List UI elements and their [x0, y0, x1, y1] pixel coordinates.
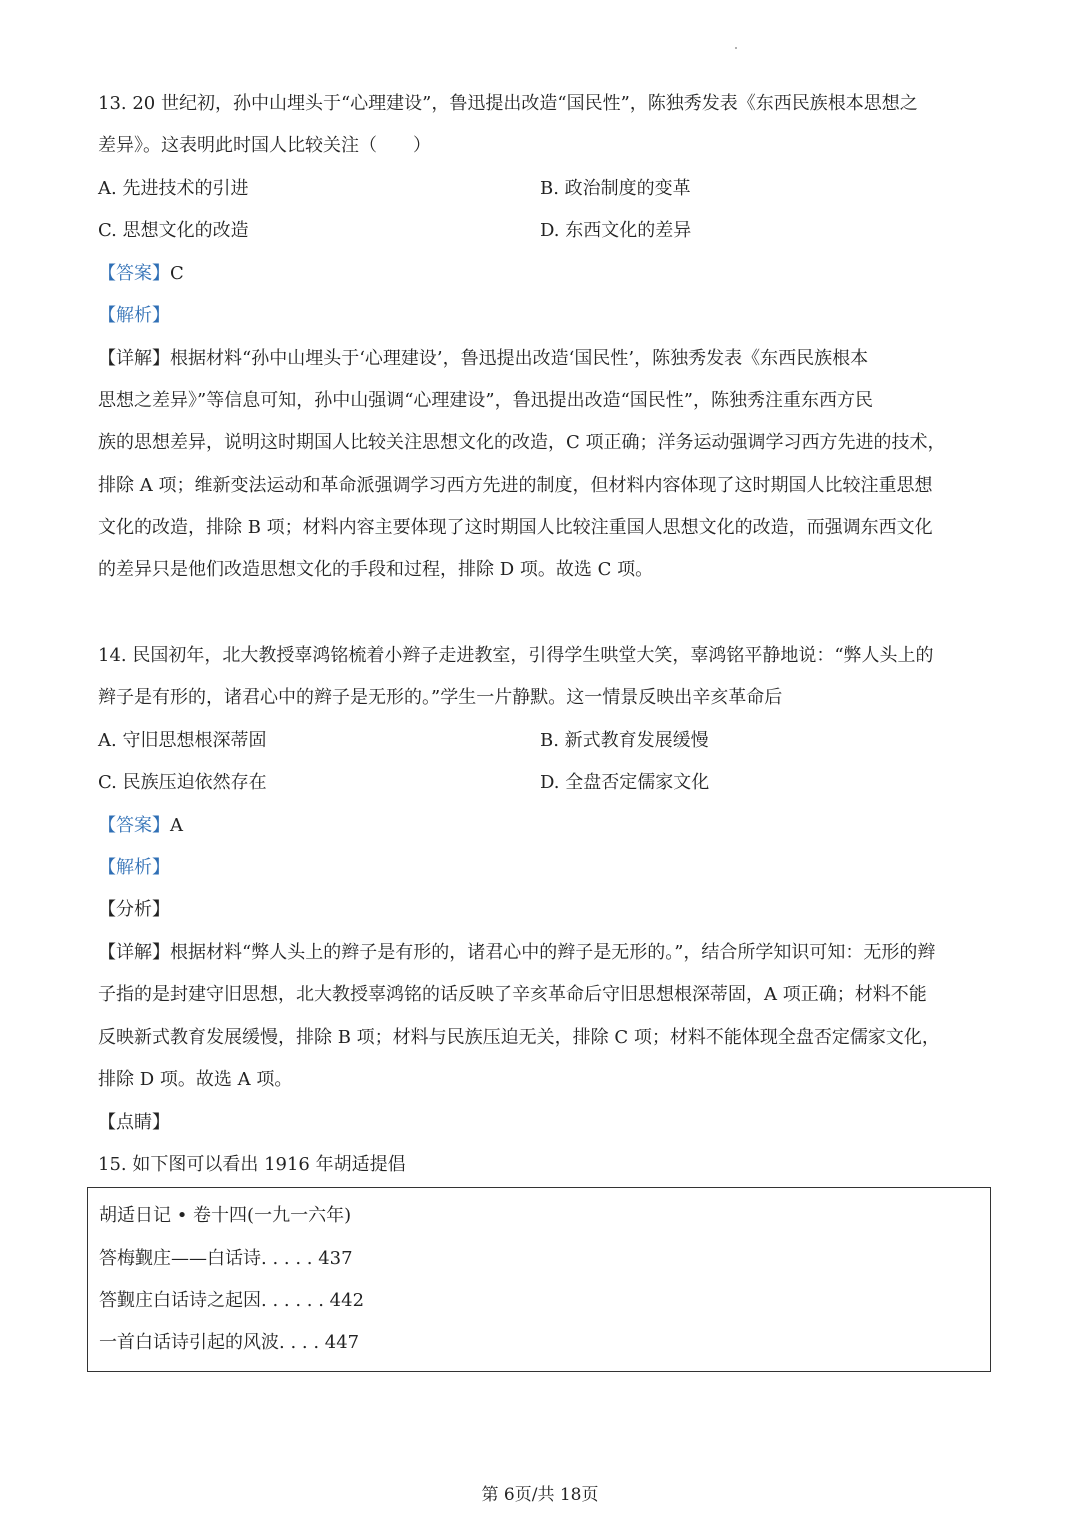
answer-label: 【答案】	[98, 815, 170, 836]
question-15-stem: 15. 如下图可以看出 1916 年胡适提倡	[98, 1154, 406, 1175]
question-14-analysis-label: 【解析】	[98, 857, 170, 878]
question-13-option-c: C. 思想文化的改造	[98, 220, 249, 241]
answer-value: C	[170, 263, 184, 284]
question-13-detail-line-6: 的差异只是他们改造思想文化的手段和过程，排除 D 项。故选 C 项。	[98, 559, 654, 580]
question-13-detail-line-4: 排除 A 项；维新变法运动和革命派强调学习西方先进的制度，但材料内容体现了这时期国人比较注重思想	[98, 475, 933, 496]
question-14-detail-line-3: 反映新式教育发展缓慢，排除 B 项；材料与民族压迫无关，排除 C 项；材料不能体现全盘否定儒家文化，	[98, 1027, 940, 1048]
question-13-detail-line-5: 文化的改造，排除 B 项；材料内容主要体现了这时期国人比较注重国人思想文化的改造，而强调东西文化	[98, 517, 933, 538]
question-13-option-b: B. 政治制度的变革	[540, 178, 691, 199]
detail-text: 根据材料“孙中山埋头于‘心理建设’，鲁迅提出改造‘国民性’，陈独秀发表《东西民族根本	[170, 348, 869, 369]
question-13-option-a: A. 先进技术的引进	[98, 178, 249, 199]
question-13-answer	[98, 262, 184, 286]
question-14-stem-line-2: 辫子是有形的，诸君心中的辫子是无形的。”学生一片静默。这一情景反映出辛亥革命后	[98, 687, 783, 708]
question-14-stem-line-1: 14. 民国初年，北大教授辜鸿铭梳着小辫子走进教室，引得学生哄堂大笑，辜鸿铭平静地说：“弊人头上的	[98, 645, 934, 666]
question-13-stem-line-1: 13. 20 世纪初，孙中山埋头于“心理建设”，鲁迅提出改造“国民性”，陈独秀发表《东西民族根本思想之	[98, 93, 918, 114]
question-13-detail-line-2: 思想之差异》”等信息可知，孙中山强调“心理建设”，鲁迅提出改造“国民性”，陈独秀注重东西方民	[98, 390, 874, 411]
question-14-answer	[98, 814, 183, 838]
question-14-option-b: B. 新式教育发展缓慢	[540, 730, 709, 751]
question-14-detail-line-4: 排除 D 项。故选 A 项。	[98, 1069, 293, 1090]
question-13-option-d: D. 东西文化的差异	[540, 220, 692, 241]
page-number-footer: 第 6页/共 18页	[481, 1485, 599, 1505]
diary-box-line-1: 胡适日记 • 卷十四(一九一六年)	[99, 1205, 352, 1226]
question-14-fenxi-label: 【分析】	[98, 899, 170, 920]
answer-label: 【答案】	[98, 263, 170, 284]
question-14-option-a: A. 守旧思想根深蒂固	[98, 730, 267, 751]
question-13-detail-line-3: 族的思想差异，说明这时期国人比较关注思想文化的改造，C 项正确；洋务运动强调学习西方先进的技术，	[98, 432, 946, 453]
detail-label: 【详解】	[98, 348, 170, 369]
detail-text: 根据材料“弊人头上的辫子是有形的，诸君心中的辫子是无形的。”，结合所学知识可知：无形的辫	[170, 942, 936, 963]
diary-excerpt-box	[87, 1187, 991, 1372]
question-14-detail-line-1	[98, 941, 935, 965]
question-14-dianjing-label: 【点睛】	[98, 1112, 170, 1133]
question-13-detail-line-1	[98, 347, 868, 371]
diary-box-line-3: 答觐庄白话诗之起因. . . . . . 442	[99, 1290, 365, 1311]
question-14-detail-line-2: 子指的是封建守旧思想，北大教授辜鸿铭的话反映了辛亥革命后守旧思想根深蒂固，A 项正确；材料不能	[98, 984, 927, 1005]
question-14-option-c: C. 民族压迫依然存在	[98, 772, 267, 793]
question-14-option-d: D. 全盘否定儒家文化	[540, 772, 710, 793]
detail-label: 【详解】	[98, 942, 170, 963]
diary-box-line-2: 答梅觐庄——白话诗. . . . . 437	[99, 1248, 353, 1269]
question-13-analysis-label: 【解析】	[98, 305, 170, 326]
scan-speck	[735, 47, 737, 49]
diary-box-line-4: 一首白话诗引起的风波. . . . 447	[99, 1332, 360, 1353]
question-13-stem-line-2: 差异》。这表明此时国人比较关注（ ）	[98, 135, 431, 156]
answer-value: A	[170, 815, 183, 836]
